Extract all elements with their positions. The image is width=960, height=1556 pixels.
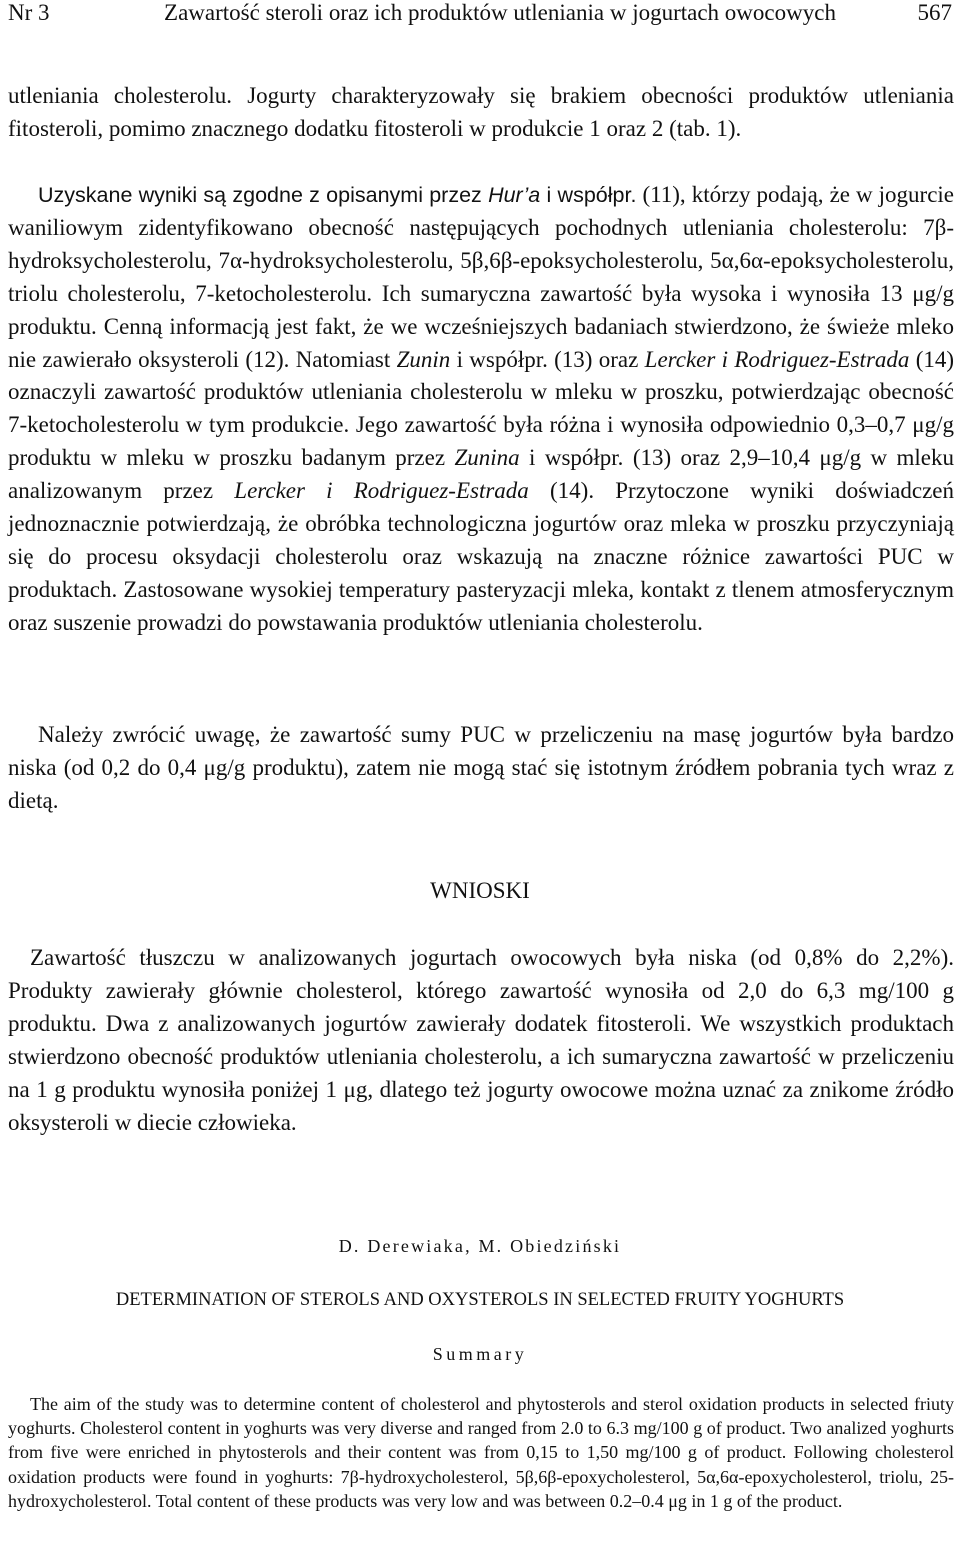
page-number: 567 <box>917 0 952 25</box>
paragraph-puc-note <box>8 719 954 818</box>
text-run: (14). Przytoczone wyniki doświadczeń jednoznacznie potwierdzają, że obróbka technologiczna jogurtów oraz mleka w proszku przyczyniają się do procesu oksydacji cholesterolu oraz wskazują na znaczne różnice zawartości PUC w produktach. Zastosowane wysokiej temperatury pasteryzacji mleka, kontakt z tlenem atmosferycznym oraz suszenie prowadzi do powstawania produktów utleniania cholesterolu. <box>8 478 954 635</box>
author-name-italic: Lercker i Rodriguez-Estrada <box>644 346 910 372</box>
paragraph-text: Należy zwrócić uwagę, że zawartość sumy PUC w przeliczeniu na masę jogurtów była bardzo niska (od 0,2 do 0,4 μg/g produktu), zatem nie mogą stać się istotnym źródłem pobrania tych wraz z dietą. <box>8 722 954 813</box>
conclusions-text <box>8 942 954 1139</box>
text-run: Ich sumaryczna zawartość była wysoka i wynosiła 13 μg/g produktu. Cenną informacją jest fakt, że we wcześniejszych badaniach stwierdzono, że świeże mleko nie zawierało oksysteroli (12). Natomiast <box>8 280 954 372</box>
english-title: DETERMINATION OF STEROLS AND OXYSTEROLS IN SELECTED FRUITY YOGHURTS <box>115 1290 845 1310</box>
text-run: i współpr. <box>546 183 637 207</box>
text-run: (11), którzy podają, że w jogurcie waniliowym zidentyfikowano obecność następujących pochodnych utleniania cholesterolu: 7β-hydroksycholesterolu, 7α-hydroksycholesterolu, 5β,6β-epoksycholesterolu, 5α,6α-epoksycholesterolu, triolu cholesterolu, 7-ketocholesterolu. <box>8 182 955 306</box>
paragraph-discussion <box>8 179 954 640</box>
section-heading-conclusions: WNIOSKI <box>430 878 530 903</box>
paragraph-text: The aim of the study was to determine content of cholesterol and phytosterols and sterol oxidation products in selected friuty yoghurts. Cholesterol content in yoghurts was very diverse and ranged from 2.0 to 6.3 mg/100 g of product. Two analized yoghurts from five were enriched in phytosterols and their content was from 0,15 to 1,50 mg/100 g of product. Following cholesterol oxidation products were found in yoghurts: 7β-hydroxycholesterol, 5β,6β-epoxycholesterol, 5α,6α-epoxycholesterol, triolu, 25-hydroxycholesterol. Total content of these products was very low and was between 0.2–0.4 μg in 1 g of the product. <box>8 1394 954 1511</box>
issue-number: Nr 3 <box>8 0 50 25</box>
summary-heading: Summary <box>432 1344 528 1364</box>
paragraph-continuation <box>8 80 954 146</box>
author-name-italic: Lercker i Rodriguez-Estrada <box>234 478 529 504</box>
author-name-italic: Hur’a <box>488 183 541 207</box>
page-header <box>8 0 952 36</box>
summary-text <box>8 1392 954 1513</box>
paragraph-text: Zawartość tłuszczu w analizowanych jogurtach owocowych była niska (od 0,8% do 2,2%). Produkty zawierały głównie cholesterol, którego zawartość wynosiła od 2,0 do 6,3 mg/100 g produktu. Dwa z analizowanych jogurtów zawierały dodatek fitosteroli. We wszystkich produktach stwierdzono obecność produktów utleniania cholesterolu, a ich sumaryczna zawartość w przeliczeniu na 1 g produktu wynosiła poniżej 1 μg, dlatego też jogurty owocowe można uznać za znikome źródło oksysteroli w diecie człowieka. <box>8 945 954 1135</box>
author-name-italic: Zunina <box>454 445 520 471</box>
text-run: Uzyskane wyniki są zgodne z opisanymi przez <box>38 183 482 207</box>
sans-sentence <box>38 183 636 207</box>
running-title: Zawartość steroli oraz ich produktów utleniania w jogurtach owocowych <box>164 0 836 25</box>
text-run: (14) oznaczyli zawartość produktów utleniania cholesterolu w mleku w proszku, potwierdzając obecność 7-ketocholesterolu w tym produkcie. Jego zawartość była różna i wynosiła odpowiednio 0,3–0,7 μg/g produktu w mleku w proszku badanym przez <box>8 346 955 471</box>
author-name-italic: Zunin <box>396 346 451 372</box>
authors-line: D. Derewiaka, M. Obiedziński <box>338 1236 622 1256</box>
text-run: i współpr. (13) oraz <box>456 346 639 372</box>
text-run: i współpr. (13) oraz 2,9–10,4 μg/g w mleku analizowanym przez <box>8 445 955 504</box>
paragraph-text: utleniania cholesterolu. Jogurty charakteryzowały się brakiem obecności produktów utleniania fitosteroli, pomimo znacznego dodatku fitosteroli w produkcie 1 oraz 2 (tab. 1). <box>8 83 954 141</box>
